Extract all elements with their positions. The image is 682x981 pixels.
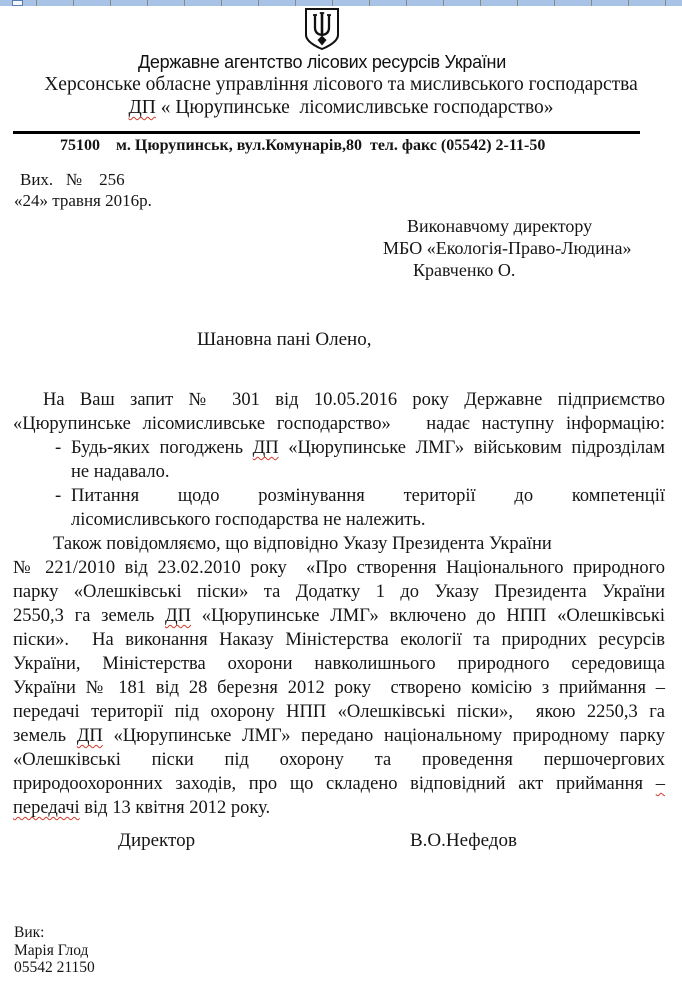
ruler-margin-box-icon [12, 0, 23, 6]
horizontal-ruler [0, 0, 682, 6]
spellcheck-flagged-text: – [655, 774, 665, 794]
salutation: Шановна пані Олено, [197, 329, 372, 350]
executor-name: Марія Глод [14, 941, 89, 959]
body-line: «Цюрупинське лісомисливське господарство» надає наступну інформацію: [13, 414, 665, 434]
body-line: піски». На виконання Наказу Міністерства екології та природних ресурсів [13, 630, 665, 650]
enterprise-name [0, 97, 682, 119]
recipient-position: Виконавчому директору [407, 216, 593, 236]
agency-name: Державне агентство лісових ресурсів України [138, 52, 506, 72]
executor-label: Вик: [14, 924, 45, 941]
body-line: 2550,3 га земель ДП «Цюрупинське ЛМГ» включено до НПП «Олешківські [13, 606, 665, 626]
outgoing-number: Вих. № 256 [20, 170, 125, 189]
body-line: № 221/2010 від 23.02.2010 року «Про створення Національного природного [13, 558, 665, 578]
list-dash-marker: - [55, 438, 62, 458]
signature-title: Директор [118, 830, 196, 851]
address-line: 75100 м. Цюрупинськ, вул.Комунарів,80 тел. факс (05542) 2-11-50 [60, 137, 546, 154]
executor-phone: 05542 21150 [14, 959, 95, 976]
letter-body [13, 388, 665, 820]
spellcheck-flagged-text: ДП [76, 726, 103, 746]
body-line: лісомисливського господарства не належить. [71, 510, 426, 530]
letter-date: «24» травня 2016р. [14, 191, 152, 210]
regional-department-name: Херсонське обласне управління лісового та мисливського господарства [44, 74, 638, 95]
spellcheck-flagged-text: ДП [165, 606, 191, 626]
recipient-name: Кравченко О. [413, 260, 516, 280]
body-line: природоохоронних заходів, про що складено відповідний акт приймання – [13, 774, 665, 794]
body-line: Також повідомляємо, що відповідно Указу Президента України [53, 534, 552, 554]
spellcheck-flagged-text: передачі [13, 798, 80, 818]
list-dash-marker: - [55, 486, 62, 506]
body-line: На Ваш запит № 301 від 10.05.2016 року Державне підприємство [43, 390, 665, 410]
header-divider-line [13, 131, 640, 134]
body-line: України, Міністерства охорони навколишнього природного середовища [13, 654, 665, 674]
spellcheck-flagged-text: ДП [128, 97, 156, 118]
body-line: «Олешківські піски під охорону та проведення першочергових [13, 750, 665, 770]
body-line: не надавало. [71, 462, 170, 482]
ukraine-tryzub-emblem-icon [303, 8, 341, 50]
body-line: парку «Олешківські піски» та Додатку 1 до Указу Президента України [13, 582, 665, 602]
executor-block [14, 924, 95, 977]
body-line: - Питання щодо розмінування території до компетенції [55, 486, 665, 506]
recipient-block [383, 215, 631, 281]
spellcheck-flagged-text: ДП [252, 438, 279, 458]
body-line: передачі території під охорону НПП «Олешківські піски», якою 2250,3 га [13, 702, 665, 722]
body-line: передачі від 13 квітня 2012 року. [13, 798, 271, 818]
body-line: України № 181 від 28 березня 2012 року створено комісію з приймання – [13, 678, 665, 698]
emblem-row [0, 8, 682, 50]
body-line: - Будь-яких погоджень ДП «Цюрупинське ЛМГ» військовим підрозділам [55, 438, 665, 458]
signature-name: В.О.Нефедов [410, 830, 517, 851]
spellcheck-flagged-text: « Цюрупинське лісомисливське господарство» [155, 97, 554, 118]
recipient-organization: МБО «Екологія-Право-Людина» [383, 238, 632, 258]
body-line: земель ДП «Цюрупинське ЛМГ» передано національному природному парку [13, 726, 665, 746]
